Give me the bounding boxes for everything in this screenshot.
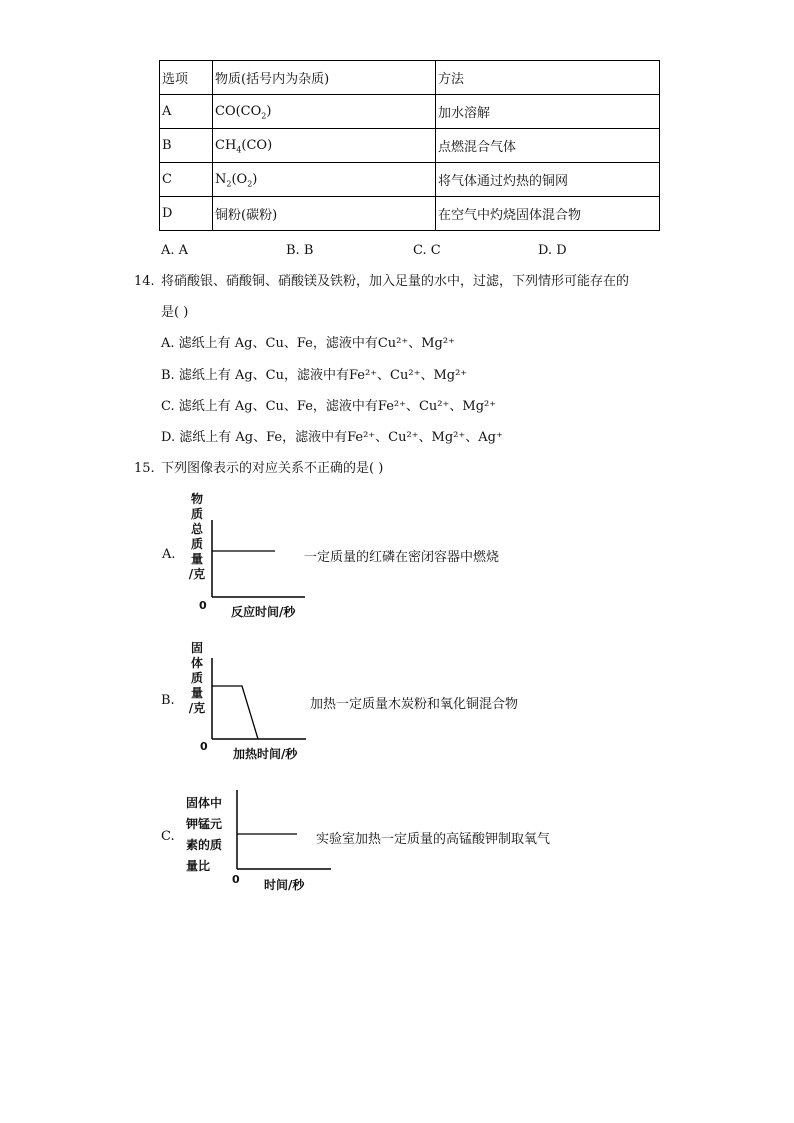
header-cell: 选项 [160, 61, 213, 95]
substance-cell: $CH_4(CO)$ [213, 129, 436, 163]
graph-b-origin: 0 [200, 740, 208, 753]
choice-a[interactable]: A. A [161, 243, 189, 258]
graph-b-xlabel: 加热时间/秒 [233, 747, 298, 761]
graph-c-ylabel [186, 793, 222, 877]
table-row [160, 163, 660, 197]
table-row [160, 197, 660, 231]
substance-cell: $CO(CO_2)$ [213, 95, 436, 129]
table-header-row [160, 61, 660, 95]
graph-line [212, 686, 258, 739]
choice-b[interactable]: B. B [286, 243, 314, 258]
ylabel-line: 量比 [186, 859, 211, 873]
ylabel-char: /克 [188, 567, 206, 581]
graph-a-plot [200, 515, 310, 605]
ylabel-char: /克 [188, 701, 206, 715]
ylabel-char: 质 [190, 507, 203, 521]
question-stem: 将硝酸银、硝酸铜、硝酸镁及铁粉，加入足量的水中，过滤，下列情形可能存在的 [161, 274, 630, 289]
method-cell: 加水溶解 [436, 95, 660, 129]
q14-option-c[interactable]: C. 滤纸上有 Ag、Cu、Fe，滤液中有Fe²⁺、Cu²⁺、Mg²⁺ [161, 399, 497, 414]
ylabel-line: 素的质 [186, 838, 223, 852]
option-cell: C [160, 163, 213, 197]
ylabel-char: 量 [190, 552, 203, 566]
choice-c[interactable]: C. C [413, 243, 441, 258]
graph-c-xlabel: 时间/秒 [264, 878, 305, 892]
ylabel-line: 钾锰元 [186, 817, 223, 831]
graph-b-desc: 加热一定质量木炭粉和氧化铜混合物 [310, 697, 519, 712]
option-cell: A [160, 95, 213, 129]
graph-a-desc: 一定质量的红磷在密闭容器中燃烧 [304, 550, 500, 565]
ylabel-char: 固 [190, 641, 203, 655]
option-cell: D [160, 197, 213, 231]
q14-option-a[interactable]: A. 滤纸上有 Ag、Cu、Fe，滤液中有Cu²⁺、Mg²⁺ [161, 336, 455, 351]
table-row [160, 95, 660, 129]
graph-c-desc: 实验室加热一定质量的高锰酸钾制取氧气 [316, 832, 551, 847]
ylabel-char: 总 [190, 522, 203, 536]
substance-cell: 铜粉(碳粉) [213, 197, 436, 231]
table-row [160, 129, 660, 163]
option-cell: B [160, 129, 213, 163]
ylabel-char: 质 [190, 537, 203, 551]
header-cell: 方法 [436, 61, 660, 95]
graph-c-origin: 0 [232, 873, 240, 886]
question-stem-cont: 是( ) [161, 305, 189, 320]
choice-d[interactable]: D. D [538, 243, 567, 258]
ylabel-char: 质 [190, 671, 203, 685]
method-cell: 将气体通过灼热的铜网 [436, 163, 660, 197]
question-number: 14. [134, 274, 155, 289]
graph-c-letter[interactable]: C. [161, 829, 175, 844]
options-table [159, 60, 660, 231]
method-cell: 点燃混合气体 [436, 129, 660, 163]
graph-b-letter[interactable]: B. [161, 693, 175, 708]
question-stem: 下列图像表示的对应关系不正确的是( ) [161, 461, 384, 476]
method-cell: 在空气中灼烧固体混合物 [436, 197, 660, 231]
ylabel-char: 物 [190, 492, 203, 506]
substance-cell: $N_2(O_2)$ [213, 163, 436, 197]
header-cell: 物质(括号内为杂质) [213, 61, 436, 95]
graph-b-plot [200, 655, 310, 745]
ylabel-char: 量 [190, 686, 203, 700]
q14-option-d[interactable]: D. 滤纸上有 Ag、Fe，滤液中有Fe²⁺、Cu²⁺、Mg²⁺、Ag⁺ [161, 430, 503, 445]
q14-option-b[interactable]: B. 滤纸上有 Ag、Cu，滤液中有Fe²⁺、Cu²⁺、Mg²⁺ [161, 368, 468, 383]
graph-a-letter[interactable]: A. [162, 547, 176, 562]
graph-a-origin: 0 [199, 599, 207, 612]
graph-a-xlabel: 反应时间/秒 [231, 605, 296, 619]
ylabel-line: 固体中 [186, 796, 223, 810]
question-number: 15. [134, 461, 155, 476]
ylabel-char: 体 [190, 656, 203, 670]
